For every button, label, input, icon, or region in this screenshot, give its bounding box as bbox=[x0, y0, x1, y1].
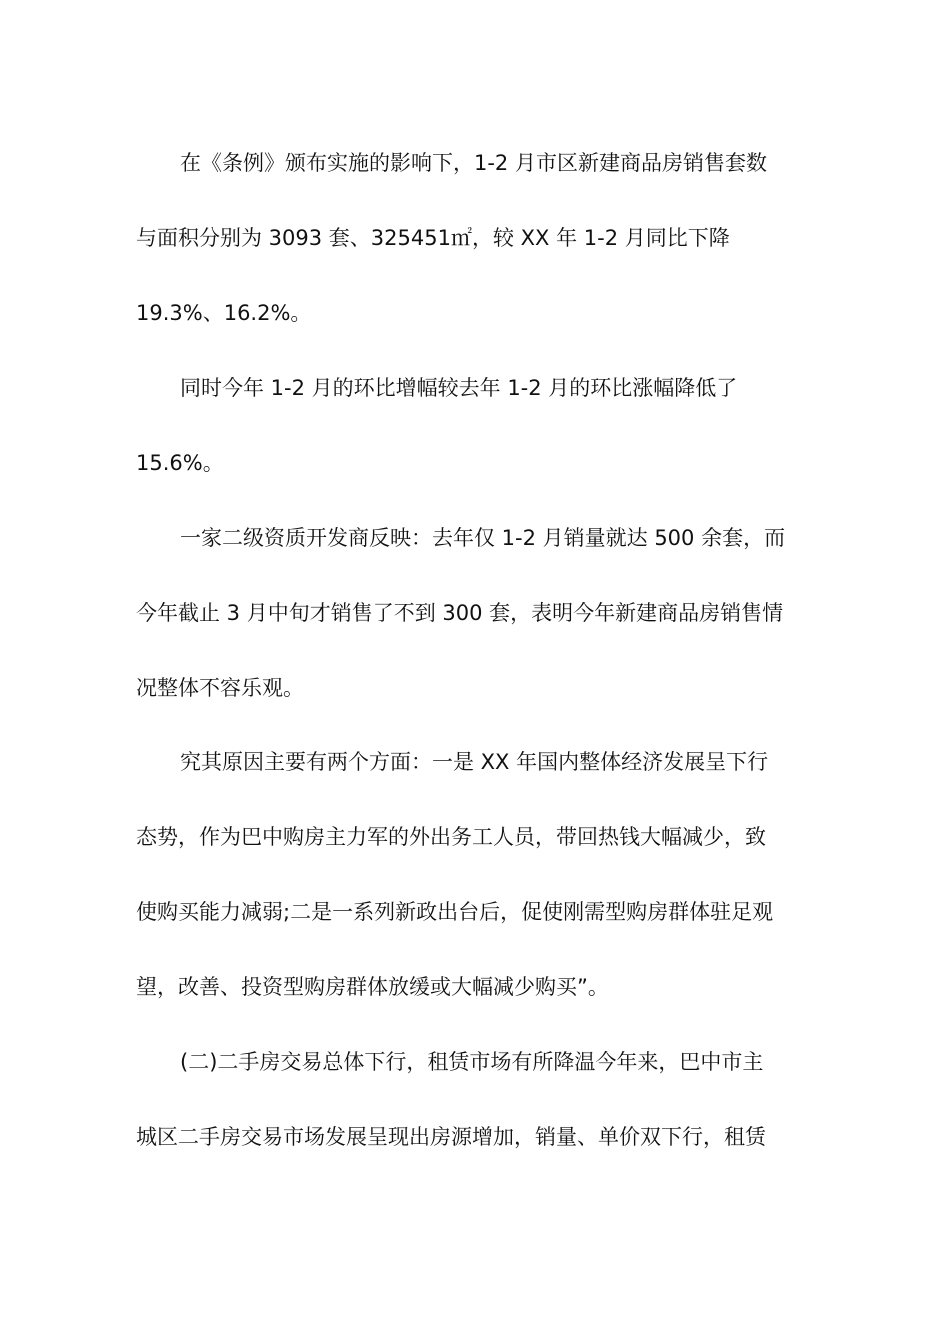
paragraph-3-line-2: 今年截止 3 月中旬才销售了不到 300 套，表明今年新建商品房销售情 bbox=[136, 601, 784, 625]
paragraph-4-line-3: 使购买能力减弱;二是一系列新政出台后，促使刚需型购房群体驻足观 bbox=[136, 900, 774, 924]
paragraph-1-line-1: 在《条例》颁布实施的影响下，1-2 月市区新建商品房销售套数 bbox=[180, 151, 767, 175]
paragraph-4-line-4: 望，改善、投资型购房群体放缓或大幅减少购买”。 bbox=[136, 975, 609, 999]
paragraph-1-line-3: 19.3%、16.2%。 bbox=[136, 301, 312, 325]
paragraph-2-line-1: 同时今年 1-2 月的环比增幅较去年 1-2 月的环比涨幅降低了 bbox=[180, 376, 738, 400]
paragraph-5-line-2: 城区二手房交易市场发展呈现出房源增加，销量、单价双下行，租赁 bbox=[136, 1125, 766, 1149]
paragraph-1-line-2: 与面积分别为 3093 套、325451㎡，较 XX 年 1-2 月同比下降 bbox=[136, 226, 730, 250]
paragraph-2-line-2: 15.6%。 bbox=[136, 451, 224, 475]
paragraph-3-line-3: 况整体不容乐观。 bbox=[136, 676, 304, 700]
paragraph-5-line-1: (二)二手房交易总体下行，租赁市场有所降温今年来，巴中市主 bbox=[180, 1050, 764, 1074]
paragraph-4-line-2: 态势，作为巴中购房主力军的外出务工人员，带回热钱大幅减少，致 bbox=[136, 825, 766, 849]
paragraph-4-line-1: 究其原因主要有两个方面：一是 XX 年国内整体经济发展呈下行 bbox=[180, 750, 769, 774]
paragraph-3-line-1: 一家二级资质开发商反映：去年仅 1-2 月销量就达 500 余套，而 bbox=[180, 526, 786, 550]
